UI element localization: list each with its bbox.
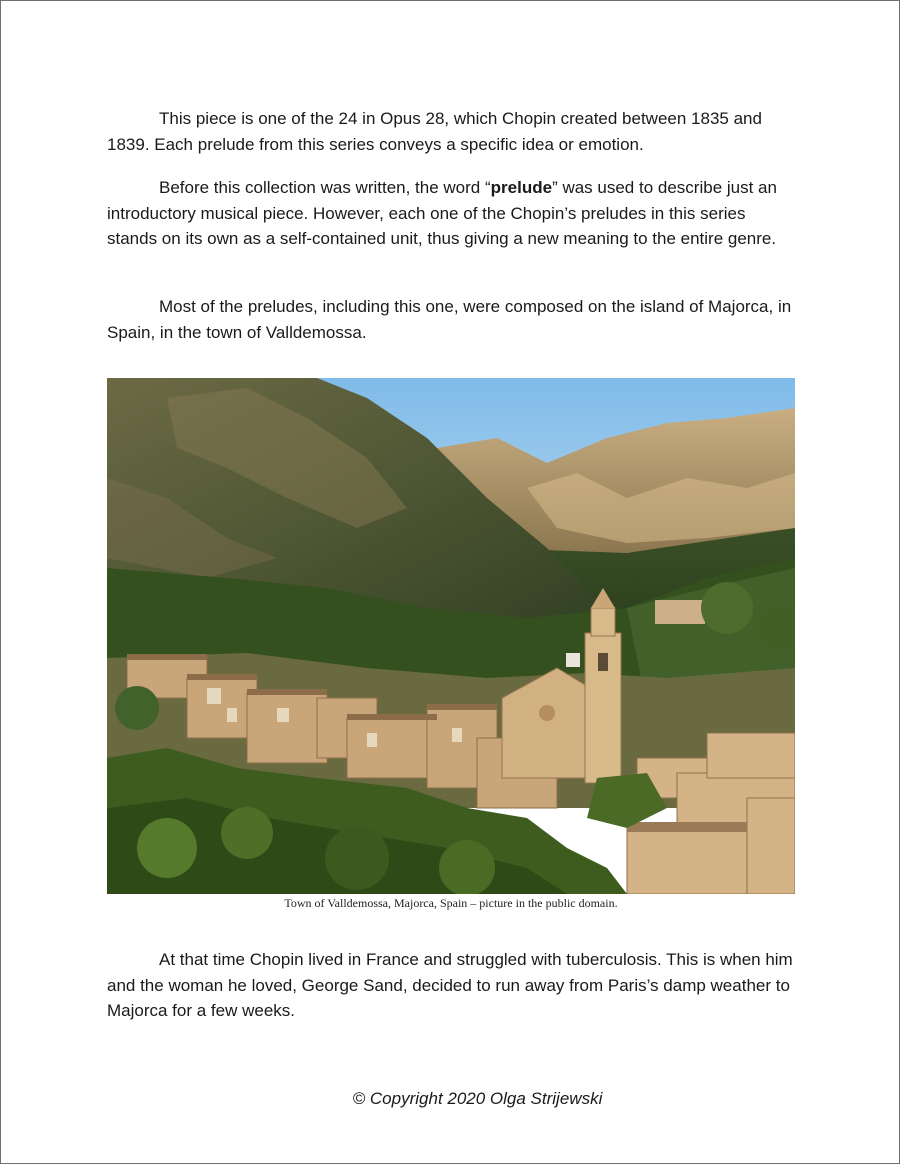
paragraph-prelude-meaning <box>107 175 797 252</box>
prelude-bold-word: prelude <box>490 178 553 197</box>
valldemossa-photo <box>107 378 795 894</box>
paragraph-tuberculosis: At that time Chopin lived in France and struggled with tuberculosis. This is when him and the woman he loved, George Sand, decided to run away from Paris’s damp weather to Majorca for a few weeks. <box>107 950 793 1020</box>
paragraph-majorca: Most of the preludes, including this one, were composed on the island of Majorca, in Spain, in the town of Valldemossa. <box>107 297 792 342</box>
paragraph-prelude-text-after: ” was used to describe just an introductory musical piece. However, each one of the Chopin’s preludes in this series stands on its own as a self-contained unit, thus giving a new meaning to the entire genre. <box>107 178 777 248</box>
paragraph-prelude-text-before: Before this collection was written, the word “ <box>159 178 491 197</box>
photo-caption: Town of Valldemossa, Majorca, Spain – picture in the public domain. <box>284 896 618 910</box>
copyright-footer: © Copyright 2020 Olga Strijewski <box>352 1089 603 1108</box>
paragraph-opus-28: This piece is one of the 24 in Opus 28, which Chopin created between 1835 and 1839. Each prelude from this series conveys a specific idea or emotion. <box>107 109 762 154</box>
